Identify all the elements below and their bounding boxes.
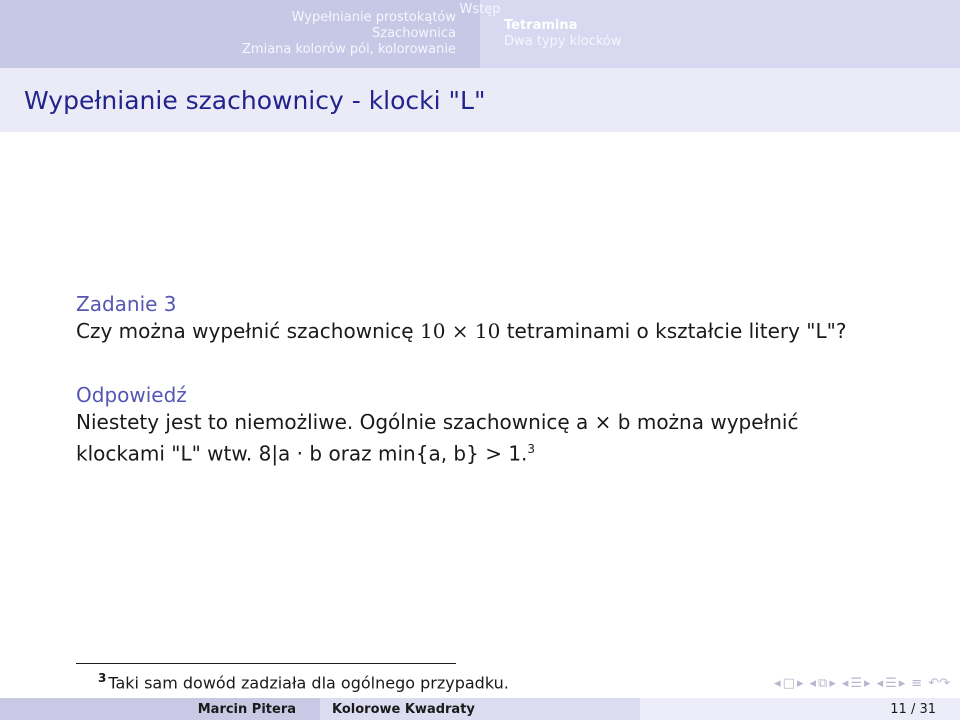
task-block xyxy=(76,290,916,345)
nav-item-left-3[interactable]: Zmiana kolorów pól, kolorowanie xyxy=(242,42,456,57)
answer-text xyxy=(76,409,916,468)
frame-title-bar xyxy=(0,68,960,132)
footnote-ref[interactable]: 3 xyxy=(527,442,536,456)
nav-item-right-1[interactable]: Tetramina xyxy=(504,18,578,33)
nav-item-intro[interactable]: Wstęp xyxy=(459,2,501,17)
arrow-left-icon[interactable]: ◂ xyxy=(841,676,849,691)
footnote-text: Taki sam dowód zadziała dla ogólnego przypadku. xyxy=(108,673,509,693)
footnote xyxy=(98,671,509,692)
task-text-a: Czy można wypełnić szachownicę xyxy=(76,319,420,343)
footnote-rule xyxy=(76,663,456,664)
arrow-right-icon[interactable]: ▸ xyxy=(864,676,871,691)
arrow-right-icon[interactable]: ▸ xyxy=(796,676,804,691)
nav-right-panel xyxy=(480,0,960,68)
answer-line2-c: oraz min{a, b} > 1. xyxy=(322,441,528,466)
section-icon[interactable]: ☰ xyxy=(885,676,897,691)
nav-left-panel xyxy=(0,0,480,68)
arrow-left-icon[interactable]: ◂ xyxy=(809,676,817,691)
frame-title: Wypełnianie szachownicy - klocki "L" xyxy=(24,85,486,115)
answer-title: Odpowiedź xyxy=(76,383,187,407)
answer-math-ab: a × b xyxy=(576,410,631,434)
navigation-symbols xyxy=(774,676,950,691)
document-icon[interactable]: ≡ xyxy=(911,676,923,691)
frame-icon[interactable]: ⧉ xyxy=(818,676,828,691)
footnote-mark: 3 xyxy=(98,671,107,685)
search-icon[interactable]: ↶↷ xyxy=(928,676,950,691)
footer-page-number: 11 / 31 xyxy=(640,698,960,720)
arrow-left-icon[interactable]: ◂ xyxy=(876,676,884,691)
nav-frame-group xyxy=(810,676,836,691)
arrow-left-icon[interactable]: ◂ xyxy=(774,676,781,691)
answer-line2-a: klockami "L" wtw. xyxy=(76,441,259,466)
slide-icon[interactable]: □ xyxy=(782,676,795,691)
answer-line1-a: Niestety jest to niemożliwe. Ogólnie szachownicę xyxy=(76,410,577,434)
arrow-right-icon[interactable]: ▸ xyxy=(829,676,836,691)
nav-slide-group xyxy=(774,676,803,691)
nav-item-left-2[interactable]: Szachownica xyxy=(372,26,456,41)
nav-section-group xyxy=(877,676,906,691)
answer-math-div: 8|a · b xyxy=(258,441,323,466)
footer xyxy=(0,698,960,720)
task-math: 10 × 10 xyxy=(419,319,501,343)
footer-author: Marcin Pitera xyxy=(0,698,320,720)
task-text-c: tetraminami o kształcie litery "L"? xyxy=(500,319,847,343)
arrow-right-icon[interactable]: ▸ xyxy=(898,676,906,691)
answer-block xyxy=(76,381,916,468)
nav-item-right-2[interactable]: Dwa typy klocków xyxy=(504,34,622,49)
answer-line1-c: można wypełnić xyxy=(630,410,799,434)
task-title: Zadanie 3 xyxy=(76,292,177,316)
subsection-icon[interactable]: ☰ xyxy=(850,676,863,691)
nav-item-left-1[interactable]: Wypełnianie prostokątów xyxy=(291,10,456,25)
task-text xyxy=(76,318,916,345)
slide-content xyxy=(76,290,916,468)
nav-subsection-group xyxy=(842,676,871,691)
footer-title: Kolorowe Kwadraty xyxy=(320,698,640,720)
